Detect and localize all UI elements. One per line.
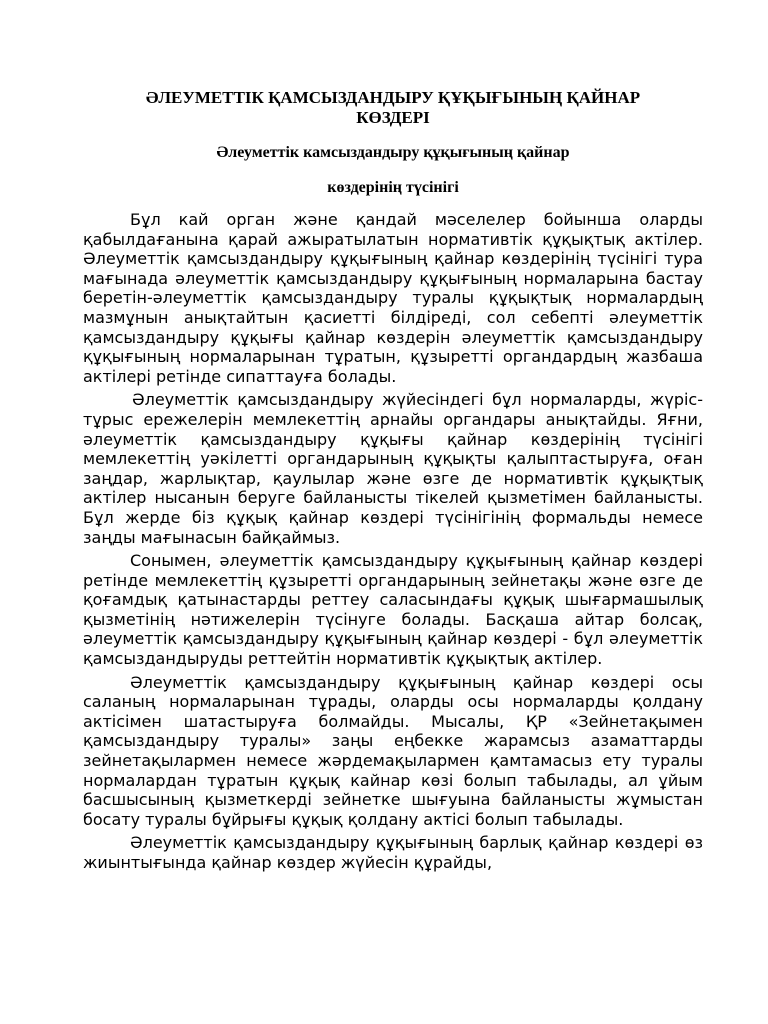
section-subtitle-line-2: көздерінің түсінігі [327,179,459,196]
document-title-line-1: ӘЛЕУМЕТТІК ҚАМСЫЗДАНДЫРУ ҚҰҚЫҒЫНЫҢ ҚАЙНАР [145,88,641,107]
section-subtitle-line-1: Әлеуметтік камсыздандыру құқығының қайнар [216,144,570,161]
body-paragraph-4: Әлеуметтік қамсыздандыру құқығының қайнар көздері осы саланың нормаларынан тұрады, оларды осы нормаларды қолдану актісімен шатастыруға болмайды. Мысалы, ҚР «Зейнетақымен қамсыздандыру туралы» заңы еңбекке жарамсыз азаматтарды зейнетақылармен немесе жәрдемақылармен қамтамасыз ету туралы нормалардан тұратын құқық кайнар көзі болып табылады, ал ұйым басшысының қызметкерді зейнетке шығуына байланысты жұмыстан босату туралы бұйрығы құқық қолдану актісі болып табылады. [83,672,703,829]
body-paragraph-3: Сонымен, әлеуметтік қамсыздандыру құқығының қайнар көздері ретінде мемлекеттің құзыретті органдарының зейнетақы және өзге де қоғамдық қатынастарды реттеу саласындағы құқық шығармашылық қызметінің нәтижелерін түсінуге болады. Басқаша айтар болсақ, әлеуметтік қамсыздандыру құқығының қайнар көздері - бұл әлеуметтік қамсыздандыруды реттейтін нормативтік құқықтық актілер. [83,551,703,669]
document-title [83,88,703,128]
body-paragraph-1: Бұл кай орган және қандай мәселелер бойынша оларды қабылдағанына қарай ажыратылатын нормативтік құқықтық актілер. Әлеуметтік қамсыздандыру құқығының қайнар көздерінің түсінігі тура мағынада әлеуметтік қамсыздандыру құқығының нормаларына бастау беретін-әлеуметтік қамсыздандыру туралы құқықтық нормалардың мазмұнын анықтайтын қасиетті білдіреді, сол себепті әлеуметтік қамсыздандыру құқығы қайнар көздерін әлеуметтік қамсыздандыру құқығының нормаларынан тұратын, құзыретті органдардың жазбаша актілері ретінде сипаттауға болады. [83,210,703,386]
body-paragraph-5: Әлеуметтік қамсыздандыру құқығының барлық қайнар көздері өз жиынтығында қайнар көздер жүйесін құрайды, [83,833,703,872]
document-body [83,210,703,877]
document-title-line-2: КӨЗДЕРІ [356,108,430,127]
body-paragraph-2: Әлеуметтік қамсыздандыру жүйесіндегі бұл нормаларды, жүріс-тұрыс ережелерін мемлекеттің арнайы органдары анықтайды. Яғни, әлеуметтік қамсыздандыру құқығы қайнар көздерінің түсінігі мемлекеттің уәкілетті органдарының құқықты қалыптастыруға, оған заңдар, жарлықтар, қаулылар және өзге де нормативтік құқықтық актілер нысанын беруге байланысты тікелей қызметімен байланысты. Бұл жерде біз құқық қайнар көздері түсінігінің формальды немесе заңды мағынасын байқаймыз. [83,390,703,547]
